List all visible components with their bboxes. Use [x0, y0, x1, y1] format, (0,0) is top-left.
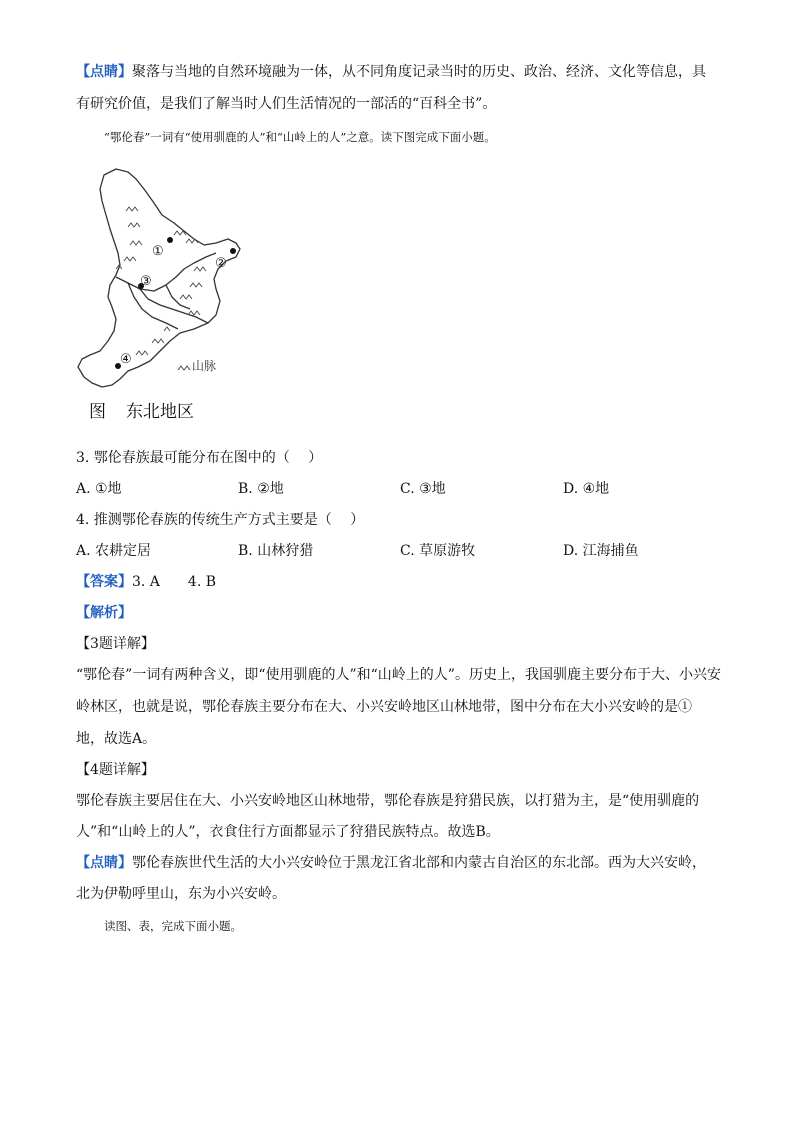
- question-3-option-c: C. ③地: [400, 481, 446, 497]
- question-4-option-b: B. 山林狩猎: [238, 543, 314, 559]
- question-4-option-c: C. 草原游牧: [400, 543, 476, 559]
- location-dot-2: [230, 248, 236, 254]
- question-3-option-b: B. ②地: [238, 481, 284, 497]
- note-2-line-1: 鄂伦春族世代生活的大小兴安岭位于黑龙江省北部和内蒙古自治区的东北部。西为大兴安岭，: [132, 855, 706, 871]
- northeast-china-map: [70, 165, 250, 400]
- note-2-line-2: 北为伊勒呼里山，东为小兴安岭。: [76, 886, 286, 902]
- note-paragraph-2: [76, 853, 706, 873]
- figure-caption: [89, 400, 194, 424]
- question-4-option-a: A. 农耕定居: [76, 543, 152, 559]
- mountain-symbols: [116, 207, 206, 355]
- question-3-stem: 3. 鄂伦春族最可能分布在图中的（ ）: [76, 450, 323, 466]
- mountain-legend-icon: [178, 366, 190, 370]
- caption-prefix: 图: [89, 402, 106, 422]
- note-text-line-1: 聚落与当地的自然环境融为一体，从不同角度记录当时的历史、政治、经济、文化等信息，具: [132, 64, 706, 80]
- q4-detail-label: 【4题详解】: [76, 762, 155, 778]
- legend-label: 山脉: [192, 359, 217, 373]
- location-marker-3: ③: [140, 274, 152, 289]
- q4-detail-line-2: 人”和“山岭上的人”，衣食住行方面都显示了狩猎民族特点。故选B。: [76, 824, 500, 840]
- answer-line: [76, 572, 216, 592]
- region-outline: [78, 169, 240, 387]
- q3-detail-label: 【3题详解】: [76, 636, 155, 652]
- q4-detail-line-1: 鄂伦春族主要居住在大、小兴安岭地区山林地带，鄂伦春族是狩猎民族，以打猎为主，是“使用驯鹿的: [76, 793, 700, 809]
- note-paragraph-1: [76, 62, 706, 82]
- answer-label: 【答案】: [76, 574, 132, 590]
- note-2-label: 【点睛】: [76, 855, 132, 871]
- location-marker-4: ④: [120, 352, 132, 367]
- question-4-option-d: D. 江海捕鱼: [563, 543, 639, 559]
- question-3-option-d: D. ④地: [563, 481, 610, 497]
- location-marker-1: ①: [152, 244, 164, 259]
- q3-detail-line-1: “鄂伦春”一词有两种含义，即“使用驯鹿的人”和“山岭上的人”。历史上，我国驯鹿主要分布于大、小兴安: [76, 667, 721, 683]
- location-marker-2: ②: [215, 256, 227, 271]
- question-4-stem: 4. 推测鄂伦春族的传统生产方式主要是（ ）: [76, 512, 365, 528]
- note-text-line-2: 有研究价值，是我们了解当时人们生活情况的一部活的“百科全书”。: [76, 96, 497, 112]
- note-label: 【点睛】: [76, 64, 132, 80]
- question-3-option-a: A. ①地: [76, 481, 122, 497]
- q3-detail-line-2: 岭林区，也就是说，鄂伦春族主要分布在大、小兴安岭地区山林地带，图中分布在大小兴安岭的是①: [76, 699, 692, 715]
- caption-title: 东北地区: [126, 402, 194, 422]
- analysis-label: 【解析】: [76, 605, 132, 621]
- next-question-intro: 读图、表，完成下面小题。: [104, 919, 242, 933]
- location-dot-1: [167, 237, 173, 243]
- q3-detail-line-3: 地，故选A。: [76, 731, 157, 747]
- answer-text: 3. A 4. B: [132, 574, 217, 590]
- legend: [178, 359, 216, 373]
- question-intro: “鄂伦春”一词有“使用驯鹿的人”和“山岭上的人”之意。读下图完成下面小题。: [104, 130, 496, 144]
